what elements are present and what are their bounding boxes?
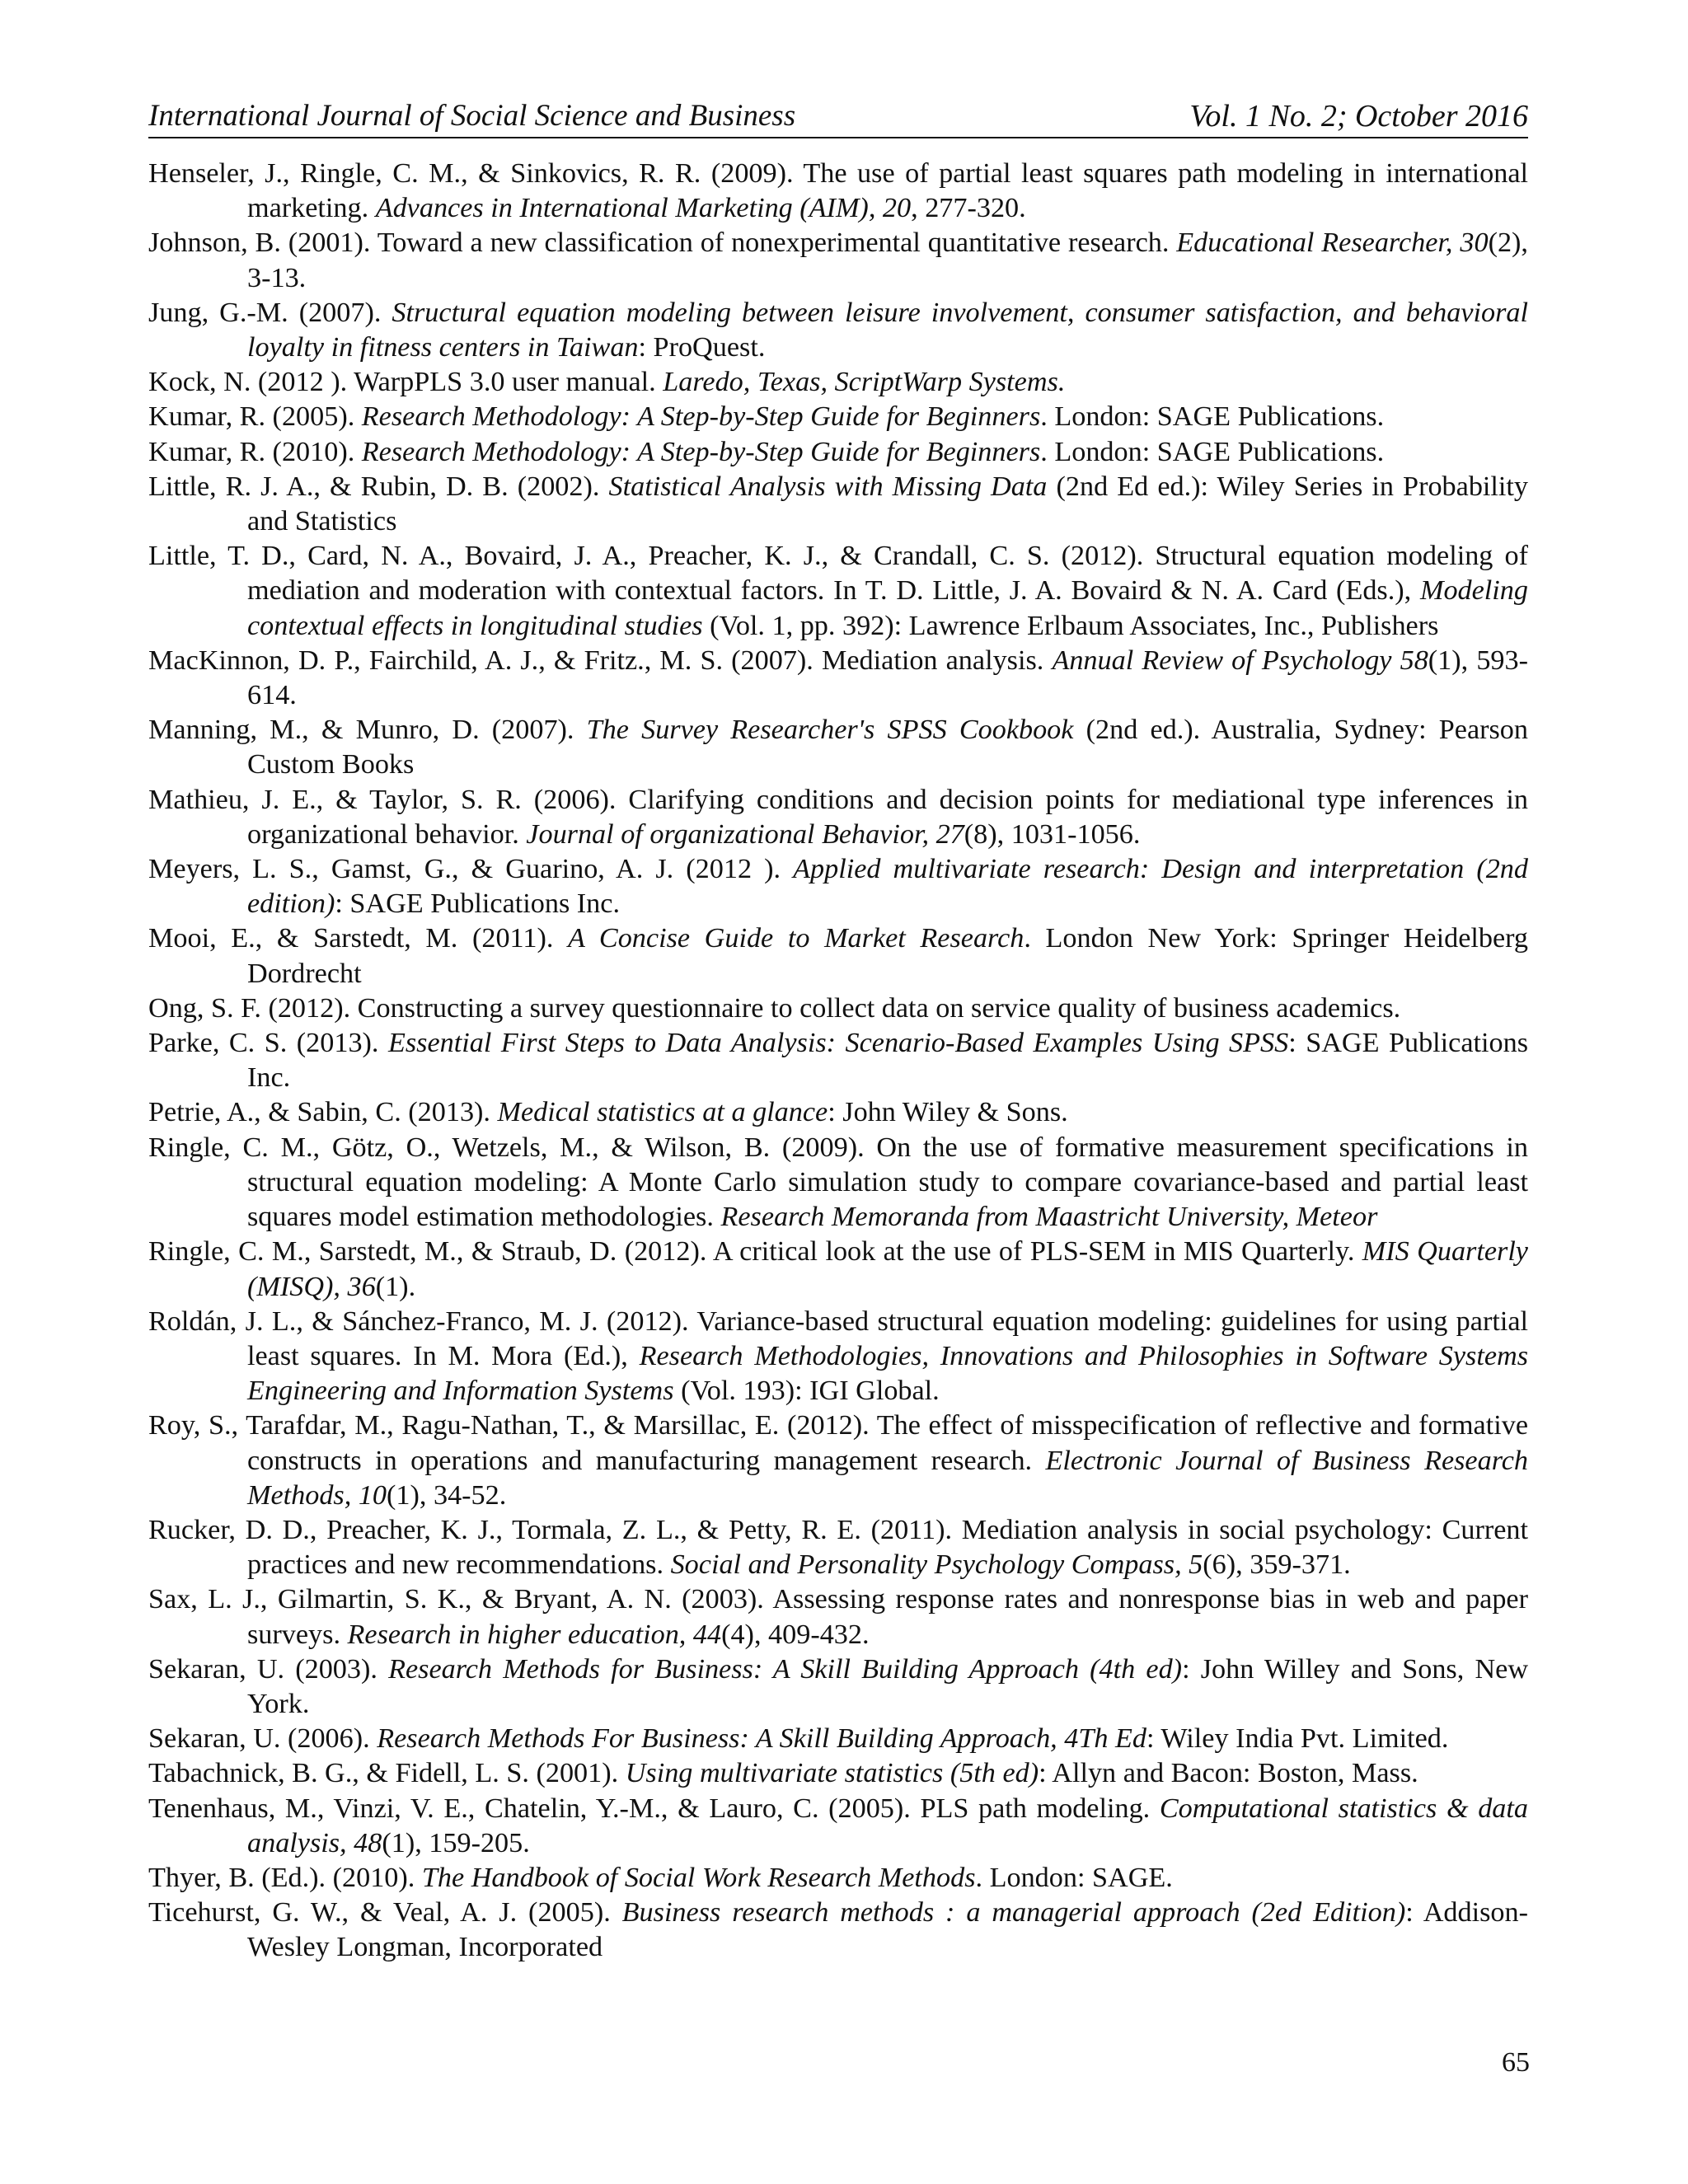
reference-text-tail: (2), 3-13. [247,227,1528,293]
reference-text-tail: (1), 159-205. [382,1827,530,1858]
running-head [148,97,1528,138]
reference-entry [148,400,1528,434]
journal-title: International Journal of Social Science and Business [148,99,796,133]
reference-italic: Computational statistics & data analysis, 48 [247,1793,1528,1858]
reference-text: Ticehurst, G. W., & Veal, A. J. (2005). [148,1897,622,1929]
reference-italic: Research Methodology: A Step-by-Step Guide for Beginners [361,401,1041,433]
reference-text: Thyer, B. (Ed.). (2010). [148,1862,422,1893]
reference-italic: Social and Personality Psychology Compass, 5 [670,1549,1203,1581]
reference-text: Roldán, J. L., & Sánchez-Franco, M. J. (2012). Variance-based structural equation modeling: guidelines for using partial least squares. In M. Mora (Ed.), [148,1305,1528,1371]
reference-italic: Educational Researcher, 30 [1176,227,1489,259]
reference-text: Meyers, L. S., Gamst, G., & Guarino, A. J. (2012 ). [148,854,794,885]
reference-text-tail: (1). [375,1271,416,1302]
reference-entry [148,1026,1528,1095]
reference-text-tail: (2nd ed.). Australia, Sydney: Pearson Custom Books [247,715,1528,780]
reference-text-tail: : SAGE Publications Inc. [335,888,620,920]
reference-text: Sax, L. J., Gilmartin, S. K., & Bryant, A. N. (2003). Assessing response rates and nonresponse bias in web and paper surveys. [148,1584,1528,1650]
reference-text-tail: (Vol. 1, pp. 392): Lawrence Erlbaum Associates, Inc., Publishers [702,610,1439,641]
reference-italic: Research Methods For Business: A Skill Building Approach, 4Th Ed [377,1723,1146,1755]
reference-text-tail: . London: SAGE Publications. [1040,436,1385,467]
reference-italic: The Survey Researcher's SPSS Cookbook [586,715,1074,746]
reference-entry [148,1235,1528,1304]
reference-text-tail: : Wiley India Pvt. Limited. [1146,1723,1449,1755]
reference-text: Petrie, A., & Sabin, C. (2013). [148,1097,498,1128]
reference-entry [148,1582,1528,1652]
reference-italic: Business research methods : a managerial approach (2ed Edition) [621,1897,1406,1929]
reference-text: Ong, S. F. (2012). Constructing a survey questionnaire to collect data on service quality of business academics. [148,992,1401,1024]
reference-italic: Using multivariate statistics (5th ed) [625,1758,1039,1789]
reference-italic: Annual Review of Psychology 58 [1052,644,1428,676]
reference-text-tail: , 277-320. [911,193,1026,224]
reference-entry [148,1896,1528,1965]
reference-entry [148,435,1528,470]
reference-text: Tabachnick, B. G., & Fidell, L. S. (2001). [148,1758,626,1789]
reference-entry [148,226,1528,295]
reference-text: Mathieu, J. E., & Taylor, S. R. (2006). Clarifying conditions and decision points for mediational type inferences in organizational behavior. [148,784,1528,850]
reference-entry [148,1305,1528,1409]
reference-text-tail: : Addison-Wesley Longman, Incorporated [247,1897,1528,1963]
reference-italic: MIS Quarterly (MISQ), 36 [247,1236,1528,1302]
reference-entry [148,852,1528,921]
reference-text-tail: : ProQuest. [638,332,766,363]
reference-text-tail: (1), 593-614. [247,644,1529,711]
reference-entry [148,1408,1528,1513]
reference-text: Little, R. J. A., & Rubin, D. B. (2002). [148,471,609,502]
reference-text: Manning, M., & Munro, D. (2007). [148,715,587,746]
reference-italic: Research Methods for Business: A Skill Building Approach (4th ed) [388,1653,1183,1685]
reference-italic: Applied multivariate research: Design and interpretation (2nd edition) [247,854,1528,920]
issue-info: Vol. 1 No. 2; October 2016 [1189,99,1528,134]
reference-text-tail: . London: SAGE. [975,1862,1173,1893]
reference-italic: Medical statistics at a glance [497,1097,828,1128]
reference-text-tail: : Allyn and Bacon: Boston, Mass. [1039,1758,1418,1789]
reference-entry [148,1095,1528,1130]
reference-text: Tenenhaus, M., Vinzi, V. E., Chatelin, Y.-M., & Lauro, C. (2005). PLS path modeling. [148,1793,1160,1824]
reference-entry [148,921,1528,991]
reference-italic: Research Memoranda from Maastricht University, Meteor [720,1202,1378,1233]
reference-entry [148,644,1528,713]
reference-text: Ringle, C. M., Sarstedt, M., & Straub, D. (2012). A critical look at the use of PLS-SEM in MIS Quarterly. [148,1236,1362,1268]
reference-entry [148,539,1528,644]
reference-text-tail: : John Willey and Sons, New York. [247,1653,1529,1719]
reference-entry [148,1131,1528,1235]
reference-italic: The Handbook of Social Work Research Methods [421,1862,976,1893]
reference-italic: Structural equation modeling between leisure involvement, consumer satisfaction, and behavioral loyalty in fitness centers in Taiwan [247,297,1528,363]
reference-list [148,157,1528,1966]
reference-italic: Laredo, Texas, ScriptWarp Systems. [663,367,1066,398]
reference-italic: A Concise Guide to Market Research [568,923,1025,954]
reference-entry [148,991,1528,1026]
reference-text: Sekaran, U. (2003). [148,1653,389,1685]
reference-text-tail: : SAGE Publications Inc. [247,1028,1528,1094]
reference-text-tail: (6), 359-371. [1203,1549,1351,1581]
reference-text: Kock, N. (2012 ). WarpPLS 3.0 user manual. [148,367,663,398]
reference-text: Ringle, C. M., Götz, O., Wetzels, M., & Wilson, B. (2009). On the use of formative measurement specifications in structural equation modeling: A Monte Carlo simulation study to compare covariance-based and partial least squares model estimation methodologies. [148,1132,1528,1233]
reference-text-tail: . London: SAGE Publications. [1040,401,1385,433]
reference-italic: Modeling contextual effects in longitudinal studies [247,575,1528,641]
reference-entry [148,713,1528,782]
reference-text: Kumar, R. (2005). [148,401,362,433]
page-number: 65 [1502,2047,1530,2078]
reference-text: Roy, S., Tarafdar, M., Ragu-Nathan, T., & Marsillac, E. (2012). The effect of misspecification of reflective and formative constructs in operations and manufacturing management research. [148,1410,1528,1476]
reference-text: Rucker, D. D., Preacher, K. J., Tormala, Z. L., & Petty, R. E. (2011). Mediation analysis in social psychology: Current practices and new recommendations. [148,1514,1528,1581]
reference-text-tail: (1), 34-52. [387,1479,507,1511]
reference-entry [148,1792,1528,1861]
reference-text: MacKinnon, D. P., Fairchild, A. J., & Fritz., M. S. (2007). Mediation analysis. [148,644,1053,676]
reference-text: Parke, C. S. (2013). [148,1028,388,1059]
reference-text-tail: (4), 409-432. [721,1619,870,1650]
reference-text-tail: (Vol. 193): IGI Global. [673,1376,940,1407]
reference-italic: Essential First Steps to Data Analysis: Scenario-Based Examples Using SPSS [387,1028,1289,1059]
reference-text: Little, T. D., Card, N. A., Bovaird, J. A., Preacher, K. J., & Crandall, C. S. (2012). Structural equation modeling of mediation and moderation with contextual factors. In T. D. Little, J. A. Bovaird & N. A. Card (Eds.), [148,541,1528,607]
reference-entry [148,783,1528,852]
reference-entry [148,157,1528,226]
reference-entry [148,1861,1528,1896]
reference-italic: Journal of organizational Behavior, 27 [526,818,964,850]
reference-italic: Advances in International Marketing (AIM), 20 [375,193,912,224]
reference-italic: Research in higher education, 44 [347,1619,722,1650]
reference-italic: Electronic Journal of Business Research Methods, 10 [247,1445,1528,1511]
reference-text: Johnson, B. (2001). Toward a new classification of nonexperimental quantitative research. [148,227,1177,259]
reference-text: Sekaran, U. (2006). [148,1723,377,1755]
reference-italic: Research Methodology: A Step-by-Step Guide for Beginners [361,436,1041,467]
reference-text-tail: : John Wiley & Sons. [828,1097,1068,1128]
reference-entry [148,1513,1528,1582]
reference-italic: Research Methodologies, Innovations and Philosophies in Software Systems Engineering and Information Systems [247,1340,1528,1407]
reference-text-tail: . London New York: Springer Heidelberg Dordrecht [247,923,1529,989]
reference-entry [148,470,1528,539]
reference-text: Jung, G.-M. (2007). [148,297,392,328]
reference-entry [148,365,1528,400]
reference-entry [148,296,1528,365]
reference-text: Mooi, E., & Sarstedt, M. (2011). [148,923,569,954]
reference-text: Henseler, J., Ringle, C. M., & Sinkovics, R. R. (2009). The use of partial least squares path modeling in international marketing. [148,158,1528,224]
reference-entry [148,1756,1528,1791]
reference-text-tail: (8), 1031-1056. [964,818,1141,850]
reference-entry [148,1652,1528,1722]
reference-italic: Statistical Analysis with Missing Data [608,471,1048,502]
reference-text: Kumar, R. (2010). [148,436,362,467]
reference-entry [148,1722,1528,1756]
reference-text-tail: (2nd Ed ed.): Wiley Series in Probability and Statistics [247,471,1529,537]
